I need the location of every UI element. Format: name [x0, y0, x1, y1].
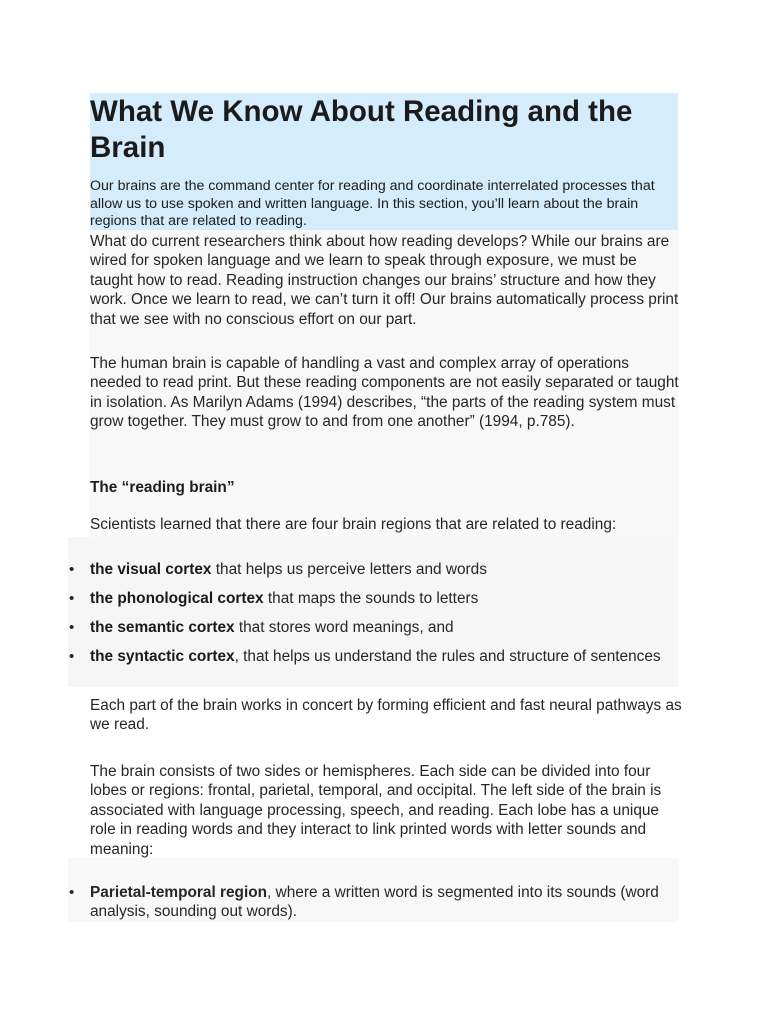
brain-regions-list [0, 560, 700, 676]
list-item-text: , where a written word is segmented into its sounds (word analysis, sounding out words). [90, 884, 659, 921]
list-item-term: the visual cortex [90, 561, 212, 578]
list-item [0, 883, 682, 922]
list-item [0, 560, 682, 579]
bullet-icon: • [69, 590, 75, 607]
bullet-icon: • [69, 648, 75, 665]
list-item [0, 647, 682, 666]
paragraph-four-regions: Scientists learned that there are four brain regions that are related to reading: [90, 516, 617, 533]
list-item-term: the syntactic cortex [90, 648, 235, 665]
list-item-text: that stores word meanings, and [234, 619, 454, 636]
list-item-term: the phonological cortex [90, 590, 264, 607]
list-item-text: , that helps us understand the rules and structure of sentences [234, 648, 661, 665]
intro-paragraph: Our brains are the command center for reading and coordinate interrelated processes that allow us to use spoken and written language. In this section, you’ll learn about the brain regions that are related to reading. [90, 178, 655, 229]
list-item-text: that helps us perceive letters and words [211, 561, 487, 578]
list-item-text: that maps the sounds to letters [263, 590, 479, 607]
paragraph-complex-operations: The human brain is capable of handling a vast and complex array of operations needed to read print. But these reading components are not easily separated or taught in isolation. As Marilyn Adams (1994) describes, “the parts of the reading system must grow together. They must grow to and from one another” (1994, p.785). [90, 355, 679, 431]
list-item [0, 618, 682, 637]
section-subheading: The “reading brain” [90, 479, 235, 496]
list-item [0, 589, 682, 608]
bullet-icon: • [69, 884, 75, 901]
paragraph-hemispheres: The brain consists of two sides or hemispheres. Each side can be divided into four lobes or regions: frontal, parietal, temporal, and occipital. The left side of the brain is associated with language processing, speech, and reading. Each lobe has a unique role in reading words and they interact to link printed words with letter sounds and meaning: [90, 763, 662, 858]
page-title: What We Know About Reading and the Brain [90, 95, 633, 164]
brain-lobes-list [0, 883, 700, 922]
bullet-icon: • [69, 619, 75, 636]
list-item-term: the semantic cortex [90, 619, 235, 636]
list-item-term: Parietal-temporal region [90, 884, 268, 901]
paragraph-neural-pathways: Each part of the brain works in concert by forming efficient and fast neural pathways as we read. [90, 697, 682, 734]
paragraph-research: What do current researchers think about how reading develops? While our brains are wired for spoken language and we learn to speak through exposure, we must be taught how to read. Reading instruction changes our brains’ structure and how they work. Once we learn to read, we can’t turn it off! Our brains automatically process print that we see with no conscious effort on our part. [90, 233, 679, 328]
bullet-icon: • [69, 561, 75, 578]
